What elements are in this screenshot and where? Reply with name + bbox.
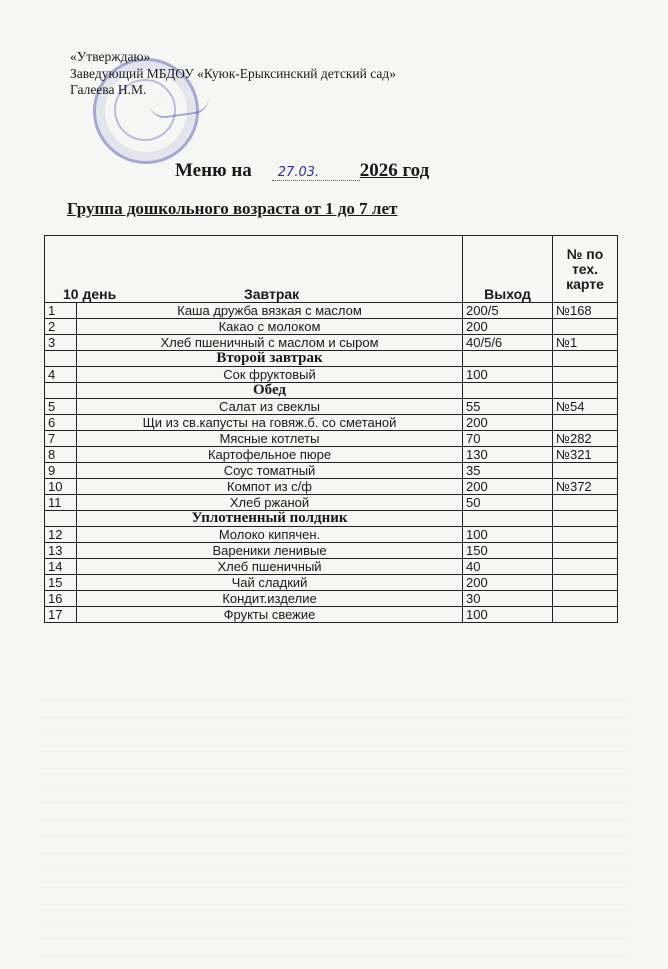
table-row — [45, 319, 618, 335]
table-row — [45, 431, 618, 447]
tech-card-number — [553, 495, 618, 511]
dish-name: Компот из с/ф — [77, 479, 463, 495]
table-row — [45, 607, 618, 623]
card-empty — [553, 511, 618, 527]
dish-name: Соус томатный — [77, 463, 463, 479]
card-empty — [553, 351, 618, 367]
tech-card-number: №54 — [553, 399, 618, 415]
row-number: 6 — [45, 415, 77, 431]
section-row — [45, 383, 618, 399]
approval-line-1: «Утверждаю» — [70, 49, 151, 64]
dish-name: Какао с молоком — [77, 319, 463, 335]
row-number: 10 — [45, 479, 77, 495]
menu-body — [45, 303, 618, 623]
row-number: 12 — [45, 527, 77, 543]
row-number: 3 — [45, 335, 77, 351]
dish-name: Хлеб ржаной — [77, 495, 463, 511]
tech-card-number — [553, 367, 618, 383]
output-value: 100 — [463, 367, 553, 383]
tech-card-number: №282 — [553, 431, 618, 447]
output-value: 35 — [463, 463, 553, 479]
row-number: 13 — [45, 543, 77, 559]
table-row — [45, 303, 618, 319]
group-heading: Группа дошкольного возраста от 1 до 7 лет — [67, 199, 398, 218]
tech-card-number: №168 — [553, 303, 618, 319]
tech-card-number: №321 — [553, 447, 618, 463]
output-value: 130 — [463, 447, 553, 463]
output-empty — [463, 351, 553, 367]
output-empty — [463, 383, 553, 399]
dish-name: Молоко кипячен. — [77, 527, 463, 543]
output-value: 200/5 — [463, 303, 553, 319]
table-row — [45, 543, 618, 559]
table-row — [45, 335, 618, 351]
dish-name: Кондит.изделие — [77, 591, 463, 607]
menu-table — [44, 235, 618, 623]
table-row — [45, 463, 618, 479]
section-title: Обед — [77, 383, 463, 399]
approval-line-3: Галеева Н.М. — [70, 82, 147, 97]
tech-card-number — [553, 607, 618, 623]
row-number: 5 — [45, 399, 77, 415]
col-output-header: Выход — [463, 236, 553, 303]
tech-card-number: №1 — [553, 335, 618, 351]
output-value: 200 — [463, 575, 553, 591]
output-value: 70 — [463, 431, 553, 447]
row-number: 14 — [45, 559, 77, 575]
row-number: 16 — [45, 591, 77, 607]
section-title: Уплотненный полдник — [77, 511, 463, 527]
output-value: 100 — [463, 527, 553, 543]
output-value: 200 — [463, 319, 553, 335]
col-card-header: № по тех. карте — [553, 236, 618, 303]
table-row — [45, 575, 618, 591]
table-row — [45, 527, 618, 543]
output-value: 55 — [463, 399, 553, 415]
title-year: 2026 год — [359, 160, 430, 181]
dish-name: Хлеб пшеничный — [77, 559, 463, 575]
row-number: 4 — [45, 367, 77, 383]
row-number: 17 — [45, 607, 77, 623]
dish-name: Фрукты свежие — [77, 607, 463, 623]
output-empty — [463, 511, 553, 527]
output-value: 30 — [463, 591, 553, 607]
dish-name: Каша дружба вязкая с маслом — [77, 303, 463, 319]
output-value: 200 — [463, 479, 553, 495]
output-value: 150 — [463, 543, 553, 559]
row-number: 15 — [45, 575, 77, 591]
section-row — [45, 351, 618, 367]
tech-card-number — [553, 543, 618, 559]
tech-card-number: №372 — [553, 479, 618, 495]
table-row — [45, 447, 618, 463]
header-meal-cell — [45, 236, 463, 303]
section-row — [45, 511, 618, 527]
row-number: 11 — [45, 495, 77, 511]
row-number: 2 — [45, 319, 77, 335]
table-row — [45, 495, 618, 511]
tech-card-number — [553, 575, 618, 591]
dish-name: Вареники ленивые — [77, 543, 463, 559]
output-value: 100 — [463, 607, 553, 623]
dish-name: Щи из св.капусты на говяж.б. со сметаной — [77, 415, 463, 431]
approval-block — [70, 49, 396, 99]
dish-name: Картофельное пюре — [77, 447, 463, 463]
dish-name: Хлеб пшеничный с маслом и сыром — [77, 335, 463, 351]
tech-card-number — [553, 319, 618, 335]
table-row — [45, 367, 618, 383]
row-number-empty — [45, 511, 77, 527]
dish-name: Сок фруктовый — [77, 367, 463, 383]
tech-card-number — [553, 591, 618, 607]
table-row — [45, 559, 618, 575]
tech-card-number — [553, 415, 618, 431]
output-value: 200 — [463, 415, 553, 431]
output-value: 40 — [463, 559, 553, 575]
output-value: 50 — [463, 495, 553, 511]
tech-card-number — [553, 463, 618, 479]
title-prefix: Меню на — [175, 160, 252, 181]
day-label: 10 день — [63, 286, 117, 302]
tech-card-number — [553, 527, 618, 543]
table-row — [45, 399, 618, 415]
table-row — [45, 479, 618, 495]
row-number: 1 — [45, 303, 77, 319]
handwritten-date: 27.03. — [272, 165, 360, 181]
table-row — [45, 415, 618, 431]
output-value: 40/5/6 — [463, 335, 553, 351]
approval-line-2: Заведующий МБДОУ «Куюк-Ерыксинский детский сад» — [70, 65, 396, 81]
row-number: 9 — [45, 463, 77, 479]
row-number-empty — [45, 383, 77, 399]
table-header-row — [45, 236, 618, 303]
tech-card-number — [553, 559, 618, 575]
section-title: Второй завтрак — [77, 351, 463, 367]
row-number: 7 — [45, 431, 77, 447]
card-empty — [553, 383, 618, 399]
table-row — [45, 591, 618, 607]
page-title — [175, 160, 429, 182]
dish-name: Чай сладкий — [77, 575, 463, 591]
dish-name: Салат из свеклы — [77, 399, 463, 415]
col-meal-header: Завтрак — [243, 286, 300, 302]
bleed-through-lines — [40, 700, 628, 960]
row-number-empty — [45, 351, 77, 367]
dish-name: Мясные котлеты — [77, 431, 463, 447]
row-number: 8 — [45, 447, 77, 463]
